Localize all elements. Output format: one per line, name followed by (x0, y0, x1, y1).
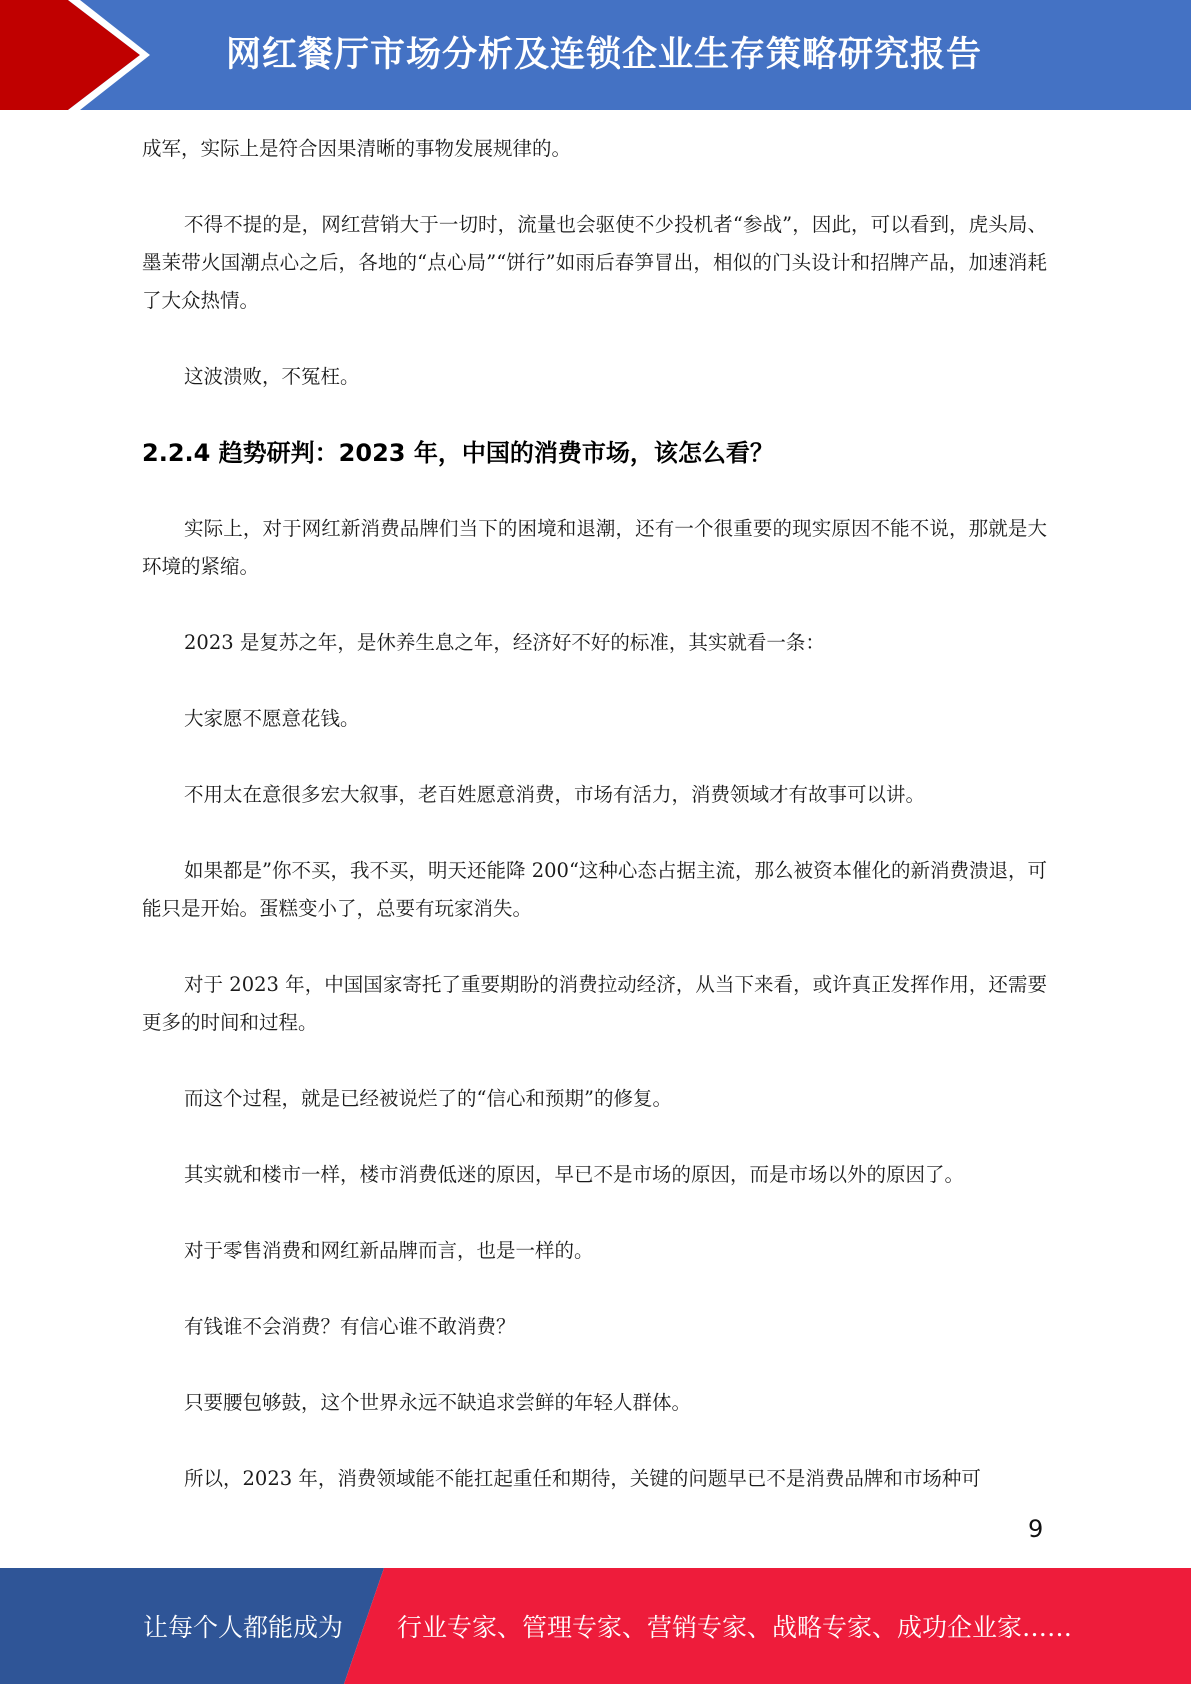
page-footer (0, 1568, 1191, 1684)
paragraph: 有钱谁不会消费？有信心谁不敢消费？ (184, 1315, 516, 1338)
paragraph: 实际上，对于网红新消费品牌们当下的困境和退潮，还有一个很重要的现实原因不能不说，那就是大环境的紧缩。 (142, 517, 1047, 578)
page-header (0, 0, 1191, 110)
footer-slogan-left: 让每个人都能成为 (143, 1613, 344, 1642)
header-chevron-shape (0, 0, 160, 110)
paragraph: 对于零售消费和网红新品牌而言，也是一样的。 (184, 1239, 594, 1262)
paragraph: 大家愿不愿意花钱。 (184, 707, 360, 730)
paragraph: 2023 是复苏之年，是休养生息之年，经济好不好的标准，其实就看一条： (184, 631, 825, 654)
paragraph: 其实就和楼市一样，楼市消费低迷的原因，早已不是市场的原因，而是市场以外的原因了。 (184, 1163, 965, 1186)
document-body (142, 130, 1047, 1536)
paragraph: 只要腰包够鼓，这个世界永远不缺追求尝鲜的年轻人群体。 (184, 1391, 692, 1414)
document-title: 网红餐厅市场分析及连锁企业生存策略研究报告 (226, 35, 983, 75)
paragraph: 而这个过程，就是已经被说烂了的“信心和预期”的修复。 (184, 1087, 672, 1110)
paragraph: 对于 2023 年，中国国家寄托了重要期盼的消费拉动经济，从当下来看，或许真正发挥作用，还需要更多的时间和过程。 (142, 973, 1047, 1034)
paragraph: 不用太在意很多宏大叙事，老百姓愿意消费，市场有活力，消费领域才有故事可以讲。 (184, 783, 926, 806)
page-number: 9 (1028, 1515, 1044, 1543)
paragraph: 所以，2023 年，消费领域能不能扛起重任和期待，关键的问题早已不是消费品牌和市场种可 (184, 1467, 981, 1490)
paragraph: 成军，实际上是符合因果清晰的事物发展规律的。 (142, 137, 572, 160)
footer-slogan-right: 行业专家、管理专家、营销专家、战略专家、成功企业家…… (397, 1613, 1073, 1642)
paragraph: 这波溃败，不冤枉。 (184, 365, 360, 388)
section-heading: 2.2.4 趋势研判：2023 年，中国的消费市场，该怎么看？ (142, 439, 774, 467)
paragraph: 如果都是”你不买，我不买，明天还能降 200“这种心态占据主流，那么被资本催化的新消费溃退，可能只是开始。蛋糕变小了，总要有玩家消失。 (142, 859, 1047, 920)
paragraph: 不得不提的是，网红营销大于一切时，流量也会驱使不少投机者“参战”，因此，可以看到，虎头局、墨茉带火国潮点心之后，各地的“点心局”“饼行”如雨后春笋冒出，相似的门头设计和招牌产品，加速消耗了大众热情。 (142, 213, 1047, 312)
